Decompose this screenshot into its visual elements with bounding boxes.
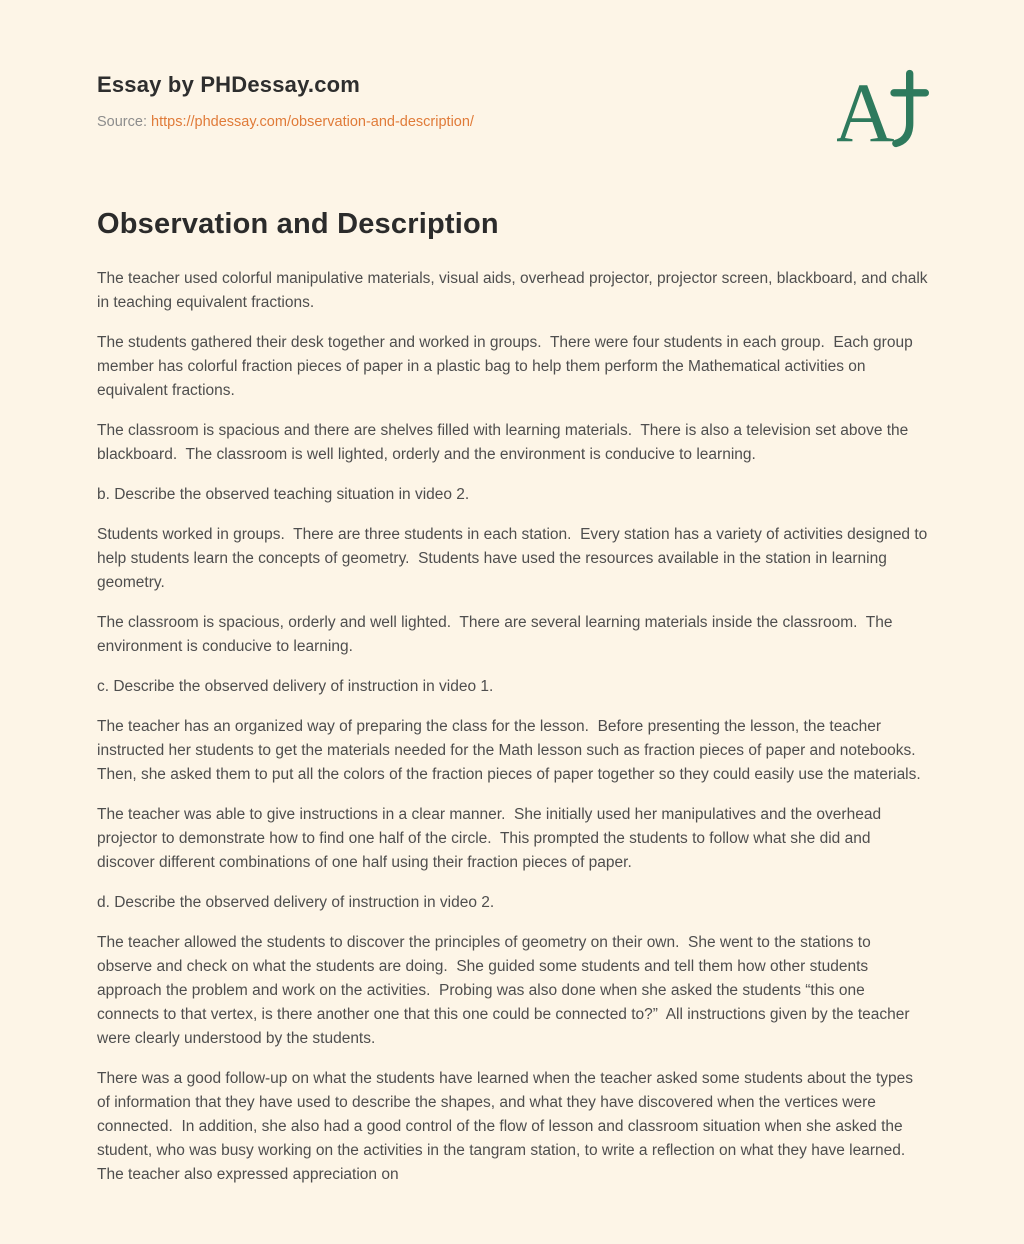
essay-paragraph: The classroom is spacious, orderly and well lighted. There are several learning materials inside the classroom. The environment is conducive to learning. [97,614,897,655]
essay-title: Observation and Description [97,208,499,240]
essay-paragraph: The teacher allowed the students to discover the principles of geometry on their own. She went to the stations to observe and check on what the students are doing. She guided some students and tell them how other students approach the problem and work on the activities. Probing was also done when she asked the students “this one connects to that vertex, is there another one that this one could be connected to?” All instructions given by the teacher were clearly understood by the students. [97,934,914,1047]
a-plus-logo-icon [837,68,929,160]
essay-paragraph: The teacher has an organized way of preparing the class for the lesson. Before presenting the lesson, the teacher instructed her students to get the materials needed for the Math lesson such as fraction pieces of paper and notebooks. Then, she asked them to put all the colors of the fraction pieces of paper together so they could easily use the materials. [97,718,924,783]
essay-paragraph: The teacher used colorful manipulative materials, visual aids, overhead projector, projector screen, blackboard, and chalk in teaching equivalent fractions. [97,270,932,311]
header-title: Essay by PHDessay.com [97,72,361,97]
source-label: Source: [97,114,147,130]
essay-paragraph: d. Describe the observed delivery of instruction in video 2. [97,894,495,911]
source-url-link[interactable]: https://phdessay.com/observation-and-description/ [151,114,474,130]
essay-paragraph: The teacher was able to give instructions in a clear manner. She initially used her manipulatives and the overhead projector to demonstrate how to find one half of the circle. This prompted the students to follow what she did and discover different combinations of one half using their fraction pieces of paper. [97,806,886,871]
phdessay-logo [837,68,929,160]
svg-text:A: A [837,68,895,160]
source-line [97,114,927,130]
essay-paragraph: There was a good follow-up on what the students have learned when the teacher asked some students about the types of information that they have used to describe the shapes, and what they have discovered when the vertices were connected. In addition, she also had a good control of the flow of lesson and classroom situation when she asked the student, who was busy working on the activities in the tangram station, to write a reflection on what they have learned. The teacher also expressed appreciation on [97,1070,918,1183]
essay-paragraph: Students worked in groups. There are three students in each station. Every station has a variety of activities designed to help students learn the concepts of geometry. Students have used the resources available in the station in learning geometry. [97,526,932,591]
essay-paragraph: c. Describe the observed delivery of instruction in video 1. [97,678,494,695]
essay-paragraph: The classroom is spacious and there are shelves filled with learning materials. There is also a television set above the blackboard. The classroom is well lighted, orderly and the environment is conducive to learning. [97,422,913,463]
essay-body [97,267,932,1187]
essay-paragraph: The students gathered their desk together and worked in groups. There were four students in each group. Each group member has colorful fraction pieces of paper in a plastic bag to help them perform the Mathematical activities on equivalent fractions. [97,334,917,399]
essay-paragraph: b. Describe the observed teaching situation in video 2. [97,486,470,503]
